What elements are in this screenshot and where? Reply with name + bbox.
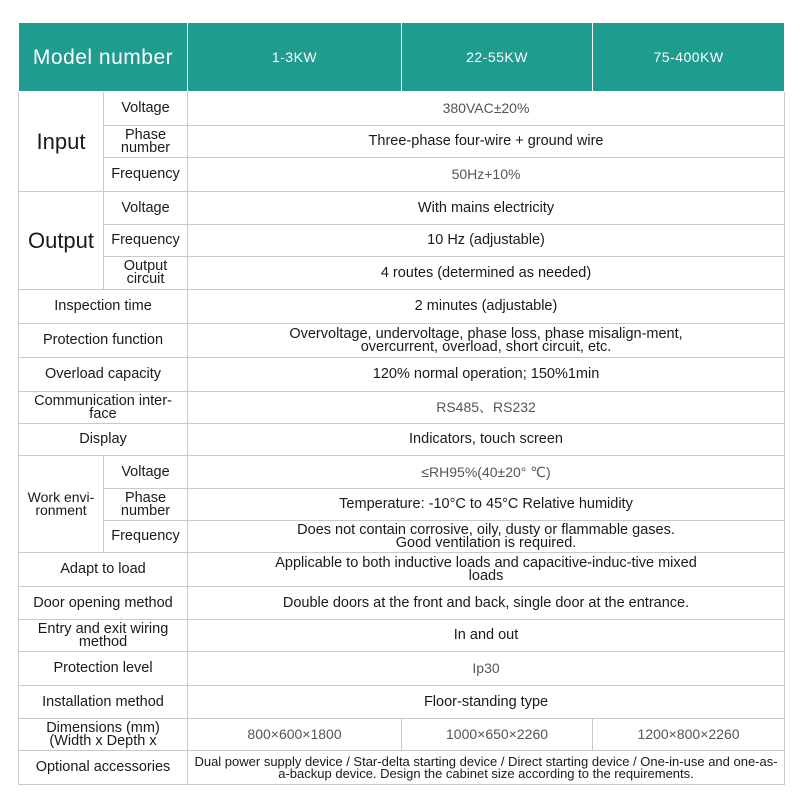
- dimension-value-22-55kw: 1000×650×2260: [402, 719, 593, 751]
- row-label: Protection function: [19, 324, 188, 358]
- row-label: Door opening method: [19, 587, 188, 620]
- dimension-value-1-3kw: 800×600×1800: [188, 719, 402, 751]
- row-label: Phase number: [104, 126, 188, 158]
- table-row: [19, 324, 785, 358]
- row-label: Frequency: [104, 521, 188, 553]
- row-label: Inspection time: [19, 290, 188, 324]
- table-row: [19, 358, 785, 392]
- row-label: Voltage: [104, 456, 188, 489]
- row-label: Protection level: [19, 652, 188, 686]
- row-value: Indicators, touch screen: [188, 424, 785, 456]
- table-row: [19, 257, 785, 290]
- row-label: Entry and exit wiring method: [19, 620, 188, 652]
- row-label: Voltage: [104, 92, 188, 126]
- table-row: [19, 456, 785, 489]
- table-row: [19, 392, 785, 424]
- table-row: [19, 192, 785, 225]
- row-label: Dimensions (mm) (Width x Depth x: [19, 719, 188, 751]
- table-row: [19, 587, 785, 620]
- row-value: Applicable to both inductive loads and capacitive-induc-tive mixed loads: [188, 553, 785, 587]
- row-label: Overload capacity: [19, 358, 188, 392]
- row-value: RS485、RS232: [188, 392, 785, 424]
- row-value: 120% normal operation; 150%1min: [188, 358, 785, 392]
- row-value: Ip30: [188, 652, 785, 686]
- row-value: 380VAC±20%: [188, 92, 785, 126]
- row-value: Overvoltage, undervoltage, phase loss, phase misalign-ment, overcurrent, overload, short circuit, etc.: [188, 324, 785, 358]
- table-row: [19, 158, 785, 192]
- column-header-22-55kw: 22-55KW: [402, 23, 593, 92]
- model-number-header: Model number: [19, 23, 188, 92]
- spec-sheet: [18, 22, 784, 785]
- table-row: [19, 751, 785, 785]
- row-value: 10 Hz (adjustable): [188, 225, 785, 257]
- column-header-1-3kw: 1-3KW: [188, 23, 402, 92]
- row-value: Double doors at the front and back, single door at the entrance.: [188, 587, 785, 620]
- row-label: Display: [19, 424, 188, 456]
- row-label: Phase number: [104, 489, 188, 521]
- row-value: Floor-standing type: [188, 686, 785, 719]
- row-value: Dual power supply device / Star-delta starting device / Direct starting device / One-in-use and one-as-a-backup device. Design the cabinet size according to the requirements.: [188, 751, 785, 785]
- row-value: With mains electricity: [188, 192, 785, 225]
- dimension-value-75-400kw: 1200×800×2260: [593, 719, 785, 751]
- row-value: ≤RH95%(40±20° ℃): [188, 456, 785, 489]
- table-row: [19, 290, 785, 324]
- row-label: Adapt to load: [19, 553, 188, 587]
- table-row: [19, 652, 785, 686]
- group-label-work-environment: Work envi-ronment: [19, 456, 104, 553]
- row-label: Voltage: [104, 192, 188, 225]
- column-header-75-400kw: 75-400KW: [593, 23, 785, 92]
- table-row: [19, 489, 785, 521]
- table-row: [19, 686, 785, 719]
- row-value: Does not contain corrosive, oily, dusty or flammable gases. Good ventilation is required.: [188, 521, 785, 553]
- table-row: [19, 126, 785, 158]
- table-row: [19, 521, 785, 553]
- spec-table: [18, 22, 785, 785]
- table-row: [19, 424, 785, 456]
- row-label: Optional accessories: [19, 751, 188, 785]
- row-label: Frequency: [104, 225, 188, 257]
- row-value: Three-phase four-wire + ground wire: [188, 126, 785, 158]
- row-label: Frequency: [104, 158, 188, 192]
- group-label-input: Input: [19, 92, 104, 192]
- row-value: Temperature: -10°C to 45°C Relative humidity: [188, 489, 785, 521]
- row-value: 2 minutes (adjustable): [188, 290, 785, 324]
- table-row: [19, 92, 785, 126]
- row-value: 4 routes (determined as needed): [188, 257, 785, 290]
- table-row: [19, 620, 785, 652]
- row-label: Output circuit: [104, 257, 188, 290]
- group-label-output: Output: [19, 192, 104, 290]
- row-label: Communication inter-face: [19, 392, 188, 424]
- row-value: In and out: [188, 620, 785, 652]
- table-row: [19, 719, 785, 751]
- row-value: 50Hz+10%: [188, 158, 785, 192]
- table-row: [19, 553, 785, 587]
- table-row: [19, 225, 785, 257]
- header-row: [19, 23, 785, 92]
- row-label: Installation method: [19, 686, 188, 719]
